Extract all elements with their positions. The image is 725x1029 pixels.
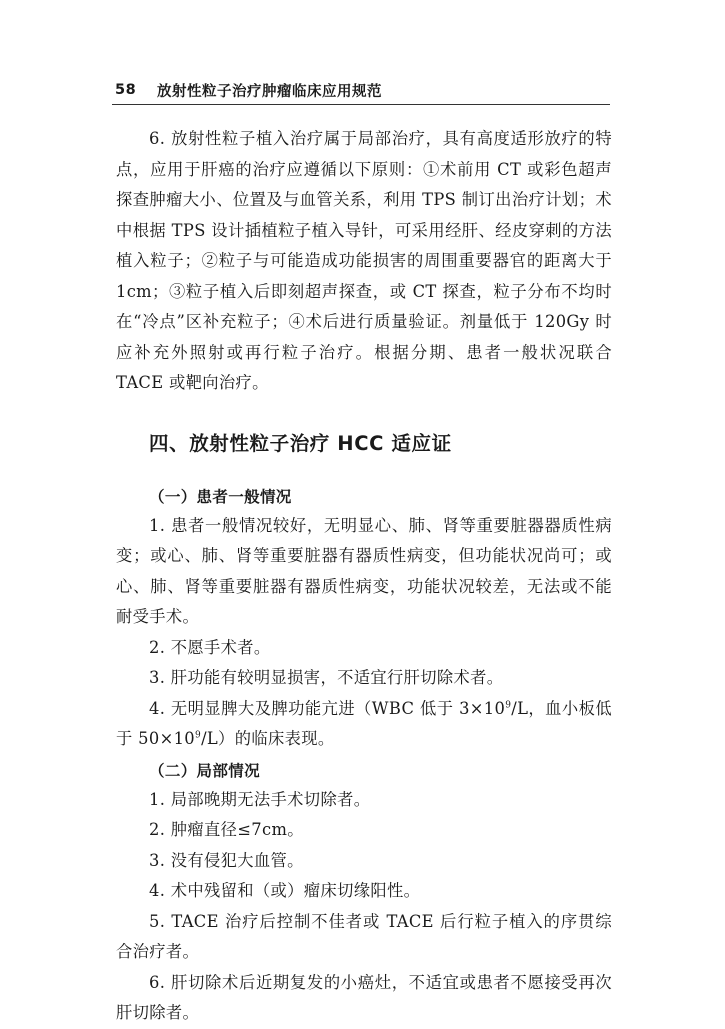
list-item: 3. 没有侵犯大血管。 <box>149 850 304 870</box>
item-text: /L）的临床表现。 <box>201 729 335 748</box>
principles-paragraph: 6. 放射性粒子植入治疗属于局部治疗，具有高度适形放疗的特点，应用于肝癌的治疗应遵循以下原则：①术前用 CT 或彩色超声探查肿瘤大小、位置及与血管关系，利用 TPS 制订出治疗计划；术中根据 TPS 设计插植粒子植入导针，可采用经肝、经皮穿刺的方法植入粒子；②粒子与可能造成功能损害的周围重要器官的距离大于 1cm；③粒子植入后即刻超声探查，或 CT 探查，粒子分布不均时在“冷点”区补充粒子；④术后进行质量验证。剂量低于 120Gy 时应补充外照射或再行粒子治疗。根据分期、患者一般状况联合 TACE 或靶向治疗。 <box>116 129 612 392</box>
running-header <box>115 78 610 102</box>
superscript: 9 <box>505 700 512 711</box>
list-item: 5. TACE 治疗后控制不佳者或 TACE 后行粒子植入的序贯综合治疗者。 <box>116 911 612 961</box>
subsection-heading-local: （二）局部情况 <box>149 761 260 780</box>
subsection-heading-general: （一）患者一般情况 <box>149 487 292 506</box>
page-body <box>116 124 612 1029</box>
list-item: 2. 不愿手术者。 <box>149 637 271 657</box>
list-item: 6. 肝切除术后近期复发的小癌灶，不适宜或患者不愿接受再次肝切除者。 <box>116 972 612 1022</box>
list-item: 4. 术中残留和（或）瘤床切缘阳性。 <box>149 881 421 900</box>
list-item: 1. 患者一般情况较好，无明显心、肺、肾等重要脏器器质性病变；或心、肺、肾等重要脏器有器质性病变，但功能状况尚可；或心、肺、肾等重要脏器有器质性病变，功能状况较差，无法或不能耐受手术。 <box>116 515 612 626</box>
list-item <box>116 694 612 755</box>
book-title: 放射性粒子治疗肿瘤临床应用规范 <box>157 83 382 100</box>
item-text: 4. 无明显脾大及脾功能亢进（WBC 低于 3×10 <box>149 698 506 718</box>
list-item: 1. 局部晚期无法手术切除者。 <box>149 789 371 809</box>
list-item: 2. 肿瘤直径≤7cm。 <box>149 820 304 839</box>
superscript: 9 <box>194 730 202 741</box>
section-heading: 四、放射性粒子治疗 HCC 适应证 <box>149 431 452 455</box>
list-item: 3. 肝功能有较明显损害，不适宜行肝切除术者。 <box>149 668 504 687</box>
header-divider <box>112 104 610 105</box>
item-text: /L，血小板低于 50×10 <box>116 698 613 748</box>
page-number: 58 <box>115 82 137 98</box>
